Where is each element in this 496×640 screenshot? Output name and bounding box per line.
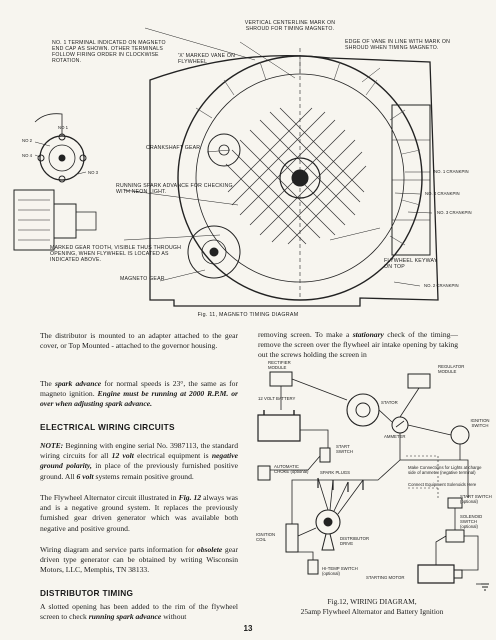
gear-tooth-note: MARKED GEAR TOOTH, VISIBLE THUS THROUGH OPENING, WHEN FLYWHEEL IS LOCATED AS INDICATED ABOVE. <box>50 245 182 263</box>
alternator-post: always was and is a negative ground system. It replaces the previously furnished gear driven generator which was available both negative and positive ground. <box>40 493 238 533</box>
solenoid-switch-label: SOLENOID SWITCH (optional) <box>460 514 483 529</box>
terminal-note: NO. 1 TERMINAL INDICATED ON MAGNETO END CAP AS SHOWN. OTHER TERMINALS FOLLOW FIRING ORDER IN CLOCKWISE ROTATION. <box>52 40 166 64</box>
ignition-switch-label: IGNITION SWITCH <box>470 418 490 428</box>
stationary-post: check of the timing—remove the screen over the flywheel air intake opening by taking out the screws holding the screen in <box>258 330 459 360</box>
electrical-heading: ELECTRICAL WIRING CIRCUITS <box>40 422 175 432</box>
alternator-pre: The Flywheel Alternator circuit illustrated in <box>40 493 179 502</box>
spark-em2: Engine must be running at 2000 R.P.M. or over when adjusting spark advance. <box>40 389 238 409</box>
no4-crankpin-label: NO. 4 CRANKPIN <box>425 191 460 196</box>
figure-12-caption-line1: Fig.12, WIRING DIAGRAM, <box>327 597 417 606</box>
crankshaft-gear-label: CRANKSHAFT GEAR <box>146 145 201 151</box>
spark-plugs-label: SPARK PLUGS <box>320 470 351 475</box>
slotted-opening-paragraph <box>40 602 238 622</box>
figure-12-wiring-diagram <box>248 360 496 595</box>
hi-temp-switch-label: HI-TEMP SWITCH (optional) <box>322 566 358 576</box>
no2-terminal-label: NO 2 <box>22 138 33 143</box>
note-1: Beginning with engine serial No. 3987113, the standard wiring circuits for all <box>40 441 238 461</box>
figure-11-magneto-timing <box>0 0 496 318</box>
note-4: systems remain positive ground. <box>93 471 194 481</box>
no3-crankpin-label: NO. 3 CRANKPIN <box>437 210 472 215</box>
rectifier-label: RECTIFIER MODULE <box>268 360 291 370</box>
note-2: electrical equipment is <box>133 451 212 461</box>
distributor-paragraph <box>40 331 238 351</box>
connect-note: Connect Equipment Solenoids Here <box>408 482 477 487</box>
starting-motor-label: STARTING MOTOR <box>366 575 405 580</box>
note-paragraph <box>40 441 238 482</box>
no3-terminal-label: NO 3 <box>88 170 99 175</box>
distributor-timing-heading: DISTRIBUTOR TIMING <box>40 588 134 598</box>
slotted-pre: A slotted opening has been added to the rim of the flywheel screen to check <box>40 602 238 622</box>
battery-label: 12 VOLT BATTERY <box>258 396 296 401</box>
spark-em1: spark advance <box>54 379 102 388</box>
note-3: in place of the previously furnished positive ground. All <box>40 461 238 481</box>
page-number: 13 <box>243 624 253 633</box>
flywheel-keyway-label: FLYWHEEL KEYWAY ON TOP <box>384 258 438 270</box>
alternator-paragraph <box>40 493 238 534</box>
ammeter-label: AMMETER <box>384 434 406 439</box>
figure-11-caption: Fig. 11, MAGNETO TIMING DIAGRAM <box>197 312 299 318</box>
no4-terminal-label: NO 4 <box>22 153 33 158</box>
ignition-coil-label: IGNITION COIL <box>256 532 276 542</box>
centerline-note: VERTICAL CENTERLINE MARK ON SHROUD FOR TIMING MAGNETO. <box>244 20 336 32</box>
stator-label: STATOR <box>381 400 398 405</box>
lights-note: Make Connections for Lights at charge side of ammeter (negative terminal) <box>408 465 482 475</box>
distributor-label: DISTRIBUTOR DRIVE <box>340 536 370 546</box>
spark-pre: The <box>40 379 55 388</box>
start-switch-optional-label: START SWITCH (optional) <box>460 494 492 504</box>
no1-terminal-label: NO 1 <box>58 125 69 130</box>
note-em3: 6 volt <box>76 471 94 481</box>
spark-advance-note: RUNNING SPARK ADVANCE FOR CHECKING WITH NEON LIGHT. <box>116 183 233 195</box>
distributor-text: The distributor is mounted to an adapter attached to the gear cover, or Top Mounted - attached to the governor housing. <box>40 331 238 351</box>
wiring-pre: Wiring diagram and service parts information for <box>40 545 197 554</box>
wiring-em: obsolete <box>196 545 223 554</box>
slotted-em: running spark advance <box>88 612 162 622</box>
wiring-post: gear driven type generator can be obtained by writing Wisconsin Motors, LLC, Memphis, TN 38133. <box>40 545 239 575</box>
magneto-gear-label: MAGNETO GEAR <box>120 276 165 282</box>
stationary-pre: removing screen. To make a <box>258 330 353 339</box>
note-label: NOTE: <box>40 441 64 450</box>
figure-12-caption <box>248 597 496 616</box>
vane-edge-note: EDGE OF VANE IN LINE WITH MARK ON SHROUD WHEN TIMING MAGNETO. <box>345 39 451 51</box>
wiring-info-paragraph <box>40 545 238 576</box>
figure-12-caption-line2: 25amp Flywheel Alternator and Battery Ignition <box>300 606 444 616</box>
no2-crankpin-label: NO. 2 CRANKPIN <box>424 283 459 288</box>
slotted-post: without <box>161 612 187 622</box>
stationary-check-paragraph <box>258 330 458 361</box>
alternator-em: Fig. 12 <box>178 493 202 502</box>
regulator-label: REGULATOR MODULE <box>438 364 465 374</box>
spark-advance-paragraph <box>40 379 238 410</box>
stationary-em: stationary <box>352 330 384 339</box>
spark-mid: for normal speeds is 23°, the same as for magneto ignition. <box>40 379 238 399</box>
no1-crankpin-label: NO. 1 CRANKPIN <box>434 169 469 174</box>
start-switch-label: START SWITCH <box>336 444 353 454</box>
x-mark-note: 'X' MARKED VANE ON FLYWHEEL <box>178 53 236 65</box>
note-em2: negative ground polarity, <box>40 451 238 471</box>
automatic-choke-label: AUTOMATIC CHOKE (optional) <box>274 464 309 474</box>
note-em1: 12 volt <box>111 451 134 461</box>
